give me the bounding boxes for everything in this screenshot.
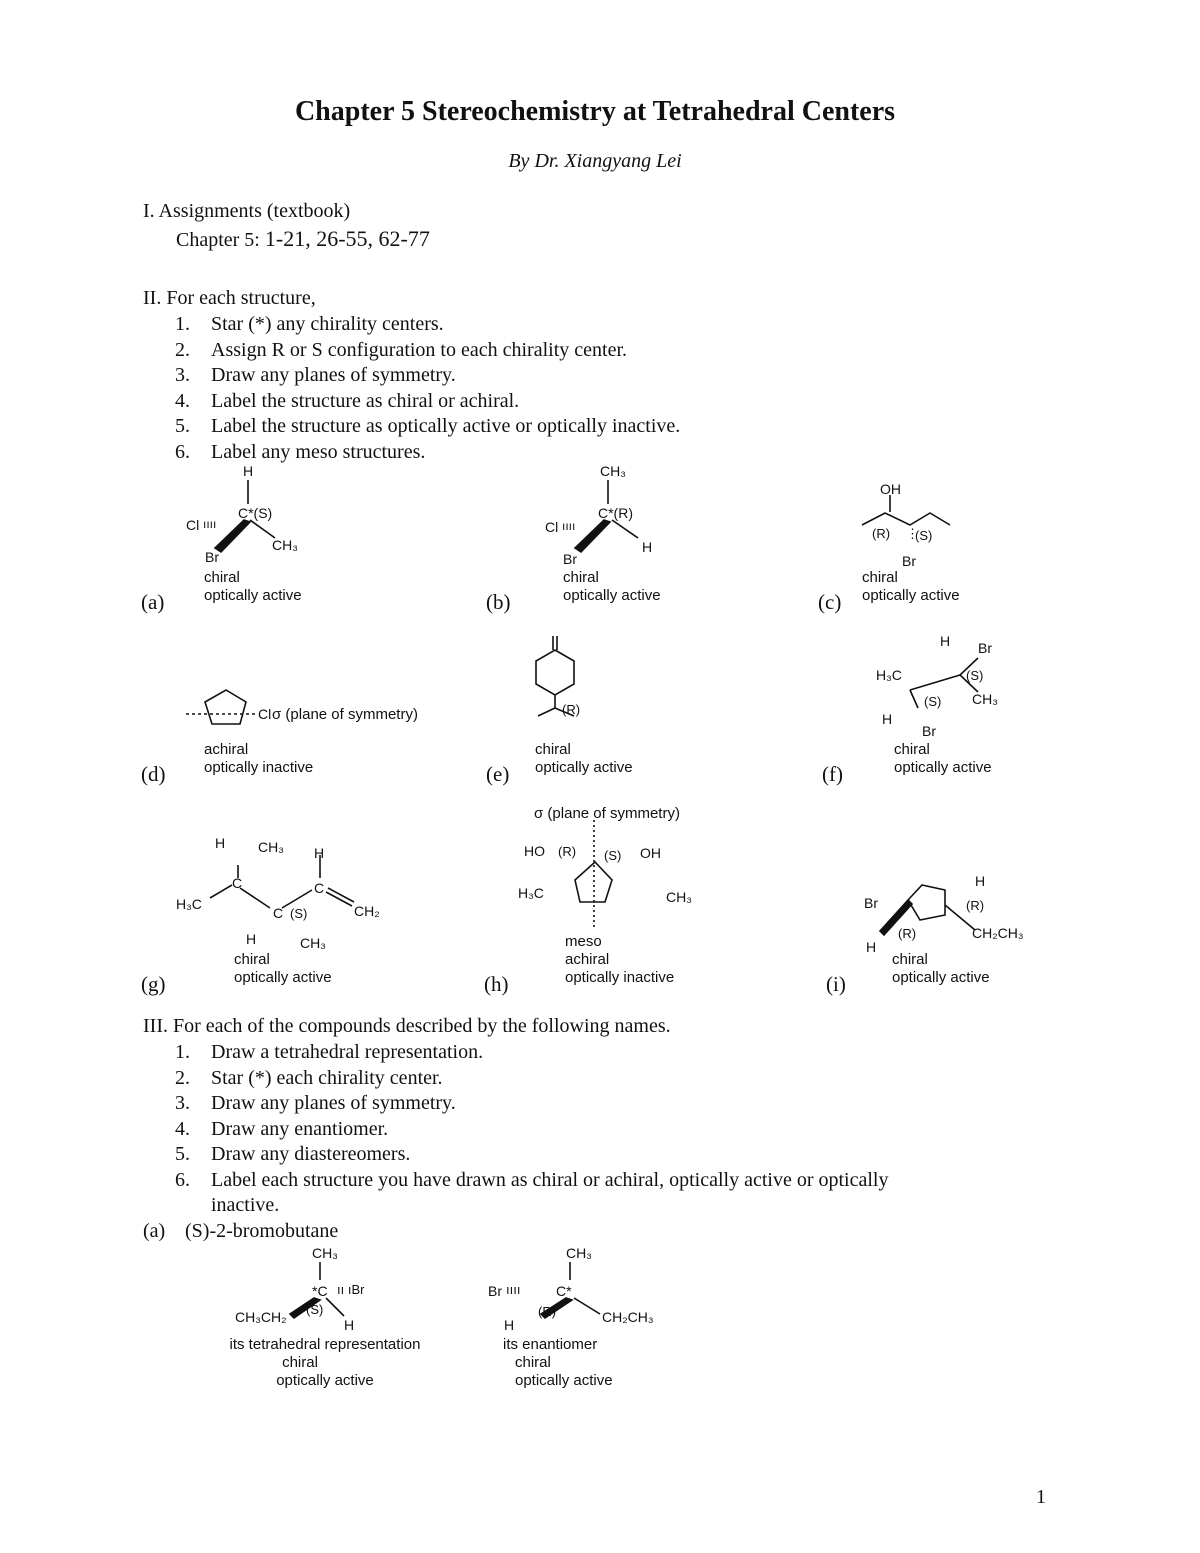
structure-h-symmetry-note: σ (plane of symmetry) (534, 805, 680, 822)
svg-text:Br: Br (902, 553, 916, 569)
list-item: 6. Label any meso structures. (175, 440, 426, 463)
part-a-name: (S)-2-bromobutane (185, 1220, 339, 1242)
svg-text:CH₃: CH₃ (972, 691, 998, 707)
svg-text:CH₃: CH₃ (312, 1245, 338, 1261)
structure-g-caption: chiral optically active (234, 951, 332, 986)
svg-text:CH₃: CH₃ (300, 935, 326, 951)
section-1-heading: I. Assignments (textbook) (143, 200, 351, 222)
structure-b-caption: chiral optically active (563, 569, 661, 604)
svg-text:Br: Br (563, 551, 577, 567)
svg-text:ıı ıBr: ıı ıBr (337, 1282, 365, 1297)
svg-text:CH₃: CH₃ (272, 537, 298, 553)
svg-text:H: H (642, 539, 653, 555)
svg-text:(S): (S) (604, 848, 622, 863)
svg-text:C: C (273, 905, 284, 921)
svg-text:Br: Br (488, 1283, 502, 1299)
svg-text:H: H (975, 873, 986, 889)
svg-text:H: H (246, 931, 257, 947)
structure-b-molecule (545, 463, 652, 567)
page-title: Chapter 5 Stereochemistry at Tetrahedral Centers (294, 96, 896, 127)
list-item: 5. Draw any diastereomers. (175, 1143, 411, 1165)
part-a-label: (a) (143, 1220, 166, 1242)
svg-text:C*(S): C*(S) (238, 505, 273, 521)
list-item: 3. Draw any planes of symmetry. (175, 1092, 456, 1114)
part-a-heading (143, 1220, 338, 1243)
svg-text:ıııı: ıııı (562, 519, 576, 533)
svg-text:Br: Br (922, 723, 936, 739)
structure-f-molecule (876, 633, 998, 739)
svg-text:CH₂CH₃: CH₂CH₃ (602, 1309, 654, 1325)
svg-text:CH₃: CH₃ (566, 1245, 592, 1261)
svg-text:CH₃: CH₃ (666, 889, 692, 905)
svg-text:Br: Br (864, 895, 878, 911)
structure-i-caption: chiral optically active (892, 951, 990, 986)
structure-label-h: (h) (484, 972, 509, 996)
section-1-detail-prefix: Chapter 5: (176, 229, 260, 251)
list-item: 6. Label each structure you have drawn as chiral or achiral, optically active or optically (175, 1168, 889, 1191)
structure-i-molecule (864, 873, 1024, 955)
structure-h-molecule (518, 820, 692, 930)
svg-text:(S): (S) (290, 906, 308, 921)
part-a-enantiomer-molecule (488, 1245, 654, 1333)
section-1-detail-ranges: 1-21, 26-55, 62-77 (264, 226, 430, 251)
structure-a-molecule (186, 463, 298, 565)
svg-text:H: H (940, 633, 951, 649)
structure-c-molecule (862, 481, 950, 569)
structure-c-caption: chiral optically active (862, 569, 960, 604)
svg-text:OH: OH (640, 845, 661, 861)
svg-text:HO: HO (524, 843, 545, 859)
svg-text:C*(R): C*(R) (598, 505, 633, 521)
structure-a-caption: chiral optically active (204, 569, 302, 604)
svg-text:Br: Br (205, 549, 219, 565)
svg-text:C: C (314, 880, 325, 896)
author-byline: By Dr. Xiangyang Lei (508, 150, 682, 172)
svg-text:Cl: Cl (545, 519, 559, 535)
structure-label-c: (c) (818, 590, 842, 614)
part-a-tetrahedral-molecule (235, 1245, 365, 1333)
part-a-left-caption: its tetrahedral representation chiral optically active (229, 1336, 421, 1389)
list-item: inactive. (211, 1194, 280, 1216)
svg-text:H₃C: H₃C (876, 667, 902, 683)
svg-text:(S): (S) (915, 528, 933, 543)
svg-text:C: C (232, 875, 243, 891)
section-2-heading: II. For each structure, (143, 287, 316, 309)
list-item: 1. Draw a tetrahedral representation. (175, 1041, 484, 1063)
svg-text:(R): (R) (562, 702, 581, 717)
structure-f-caption: chiral optically active (894, 741, 992, 776)
structure-label-a: (a) (141, 590, 165, 614)
svg-text:CH₂: CH₂ (354, 903, 380, 919)
svg-text:(R): (R) (872, 526, 891, 541)
svg-text:⋮: ⋮ (906, 526, 919, 541)
structure-label-f: (f) (822, 762, 843, 786)
svg-text:H₃C: H₃C (518, 885, 544, 901)
svg-text:H: H (314, 845, 325, 861)
list-item: 1. Star (*) any chirality centers. (175, 313, 444, 335)
svg-text:(R): (R) (538, 1304, 557, 1319)
section-3-list (175, 1040, 888, 1219)
svg-text:H₃C: H₃C (176, 896, 202, 912)
structure-label-d: (d) (141, 762, 166, 786)
svg-text:H: H (243, 463, 254, 479)
structure-d-molecule (186, 690, 271, 724)
svg-text:H: H (504, 1317, 515, 1333)
structure-d-symmetry-note: σ (plane of symmetry) (272, 706, 418, 723)
structure-g-molecule (176, 835, 380, 951)
structure-label-g: (g) (141, 972, 166, 996)
svg-text:Cl: Cl (186, 517, 200, 533)
list-item: 4. Label the structure as chiral or achiral. (175, 389, 520, 412)
list-item: 5. Label the structure as optically active or optically inactive. (175, 415, 681, 438)
structure-label-e: (e) (486, 762, 510, 786)
structure-h-caption: meso achiral optically inactive (565, 933, 675, 986)
svg-text:H: H (882, 711, 893, 727)
svg-text:OH: OH (880, 481, 901, 497)
svg-text:(S): (S) (966, 668, 984, 683)
svg-text:CH₃: CH₃ (258, 839, 284, 855)
svg-text:ıııı: ıııı (203, 517, 217, 531)
structure-label-i: (i) (826, 972, 846, 996)
svg-text:(R): (R) (558, 844, 577, 859)
svg-text:(S): (S) (924, 694, 942, 709)
svg-text:Cl: Cl (258, 706, 272, 722)
svg-text:CH₃CH₂: CH₃CH₂ (235, 1309, 287, 1325)
page-number: 1 (1036, 1486, 1046, 1508)
svg-text:CH₃: CH₃ (600, 463, 626, 479)
svg-text:C*: C* (556, 1283, 572, 1299)
svg-text:(R): (R) (966, 898, 985, 913)
structure-d-caption: achiral optically inactive (204, 741, 314, 776)
svg-text:CH₂CH₃: CH₂CH₃ (972, 925, 1024, 941)
svg-text:H: H (344, 1317, 355, 1333)
svg-text:(R): (R) (898, 926, 917, 941)
svg-text:ıııı: ıııı (506, 1282, 521, 1297)
list-item: 2. Star (*) each chirality center. (175, 1066, 443, 1089)
section-3-heading: III. For each of the compounds described by the following names. (143, 1015, 671, 1037)
svg-text:*C: *C (312, 1283, 328, 1299)
part-a-right-caption: its enantiomer chiral optically active (503, 1336, 613, 1389)
svg-text:Br: Br (978, 640, 992, 656)
structure-e-caption: chiral optically active (535, 741, 633, 776)
list-item: 2. Assign R or S configuration to each chirality center. (175, 338, 628, 361)
list-item: 3. Draw any planes of symmetry. (175, 364, 456, 387)
structure-label-b: (b) (486, 590, 511, 614)
svg-text:H: H (866, 939, 877, 955)
svg-text:(S): (S) (306, 1302, 324, 1317)
structure-e-molecule (536, 636, 580, 717)
svg-text:H: H (215, 835, 226, 851)
list-item: 4. Draw any enantiomer. (175, 1117, 389, 1140)
